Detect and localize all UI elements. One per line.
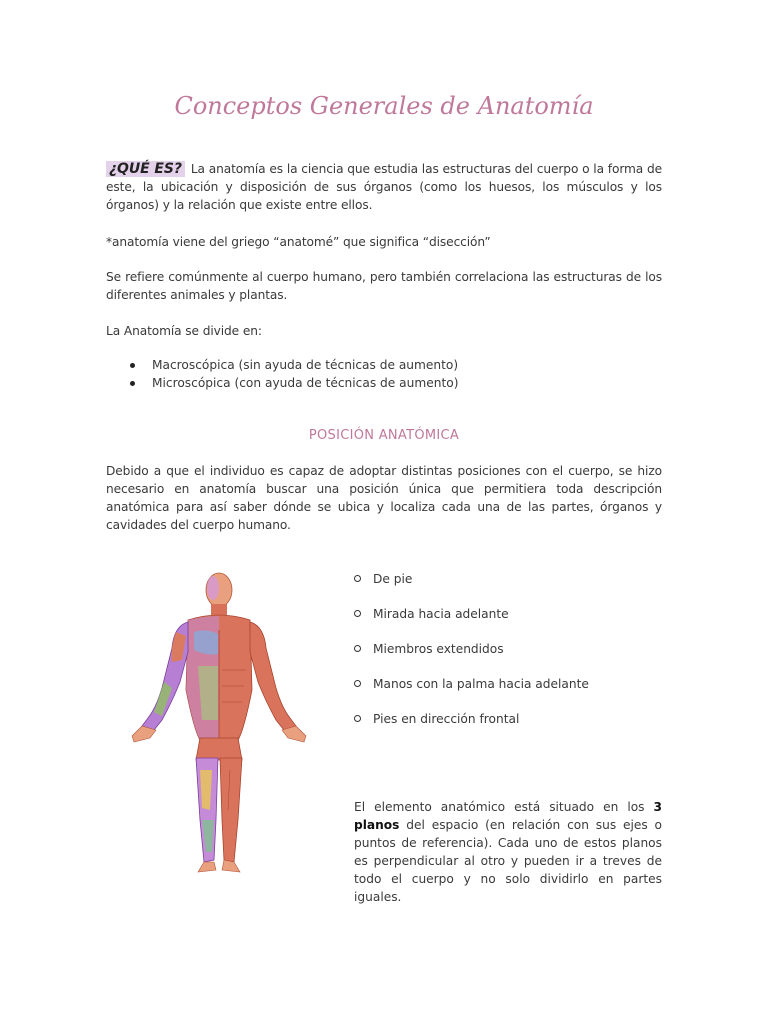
planes-paragraph bbox=[354, 798, 662, 906]
etymology-paragraph: *anatomía viene del griego “anatomé” que significa “disección” bbox=[106, 235, 491, 249]
position-list bbox=[354, 570, 589, 745]
list-item: Miembros extendidos bbox=[354, 640, 589, 675]
position-paragraph: Debido a que el individuo es capaz de adoptar distintas posiciones con el cuerpo, se hizo necesario en anatomía buscar una posición única que permitiera toda descripción anatómica para así saber dónde se ubica y localiza cada una de las partes, órganos y cavidades del cuerpo humano. bbox=[106, 464, 662, 532]
planes-text-after: del espacio (en relación con sus ejes o puntos de referencia). Cada uno de estos planos es perpendicular al otro y pueden ir a treves de todo el cuerpo y no solo dividirlo en partes iguales. bbox=[354, 818, 663, 904]
list-item: De pie bbox=[354, 570, 589, 605]
planes-text-before: El elemento anatómico está situado en los bbox=[354, 800, 645, 814]
que-es-label: ¿QUÉ ES? bbox=[106, 161, 185, 177]
list-item: Manos con la palma hacia adelante bbox=[354, 675, 589, 710]
list-item: Macroscópica (sin ayuda de técnicas de aumento) bbox=[128, 356, 458, 374]
page-title: Conceptos Generales de Anatomía bbox=[174, 92, 594, 120]
intro-paragraph bbox=[106, 160, 662, 214]
scope-paragraph: Se refiere comúnmente al cuerpo humano, pero también correlaciona las estructuras de los diferentes animales y plantas. bbox=[106, 270, 662, 302]
planes-bold: 3 planos bbox=[354, 800, 662, 832]
list-item: Mirada hacia adelante bbox=[354, 605, 589, 640]
division-list bbox=[128, 356, 458, 392]
section-heading: POSICIÓN ANATÓMICA bbox=[308, 428, 460, 443]
list-item: Pies en dirección frontal bbox=[354, 710, 589, 745]
division-intro: La Anatomía se divide en: bbox=[106, 324, 262, 338]
intro-text: La anatomía es la ciencia que estudia las estructuras del cuerpo o la forma de este, la ubicación y disposición de sus órganos (como los huesos, los músculos y los órganos) y la relación que existe entre ellos. bbox=[106, 162, 663, 212]
body-figure bbox=[132, 573, 306, 872]
list-item: Microscópica (con ayuda de técnicas de aumento) bbox=[128, 374, 458, 392]
muscular-body-illustration bbox=[126, 570, 312, 880]
